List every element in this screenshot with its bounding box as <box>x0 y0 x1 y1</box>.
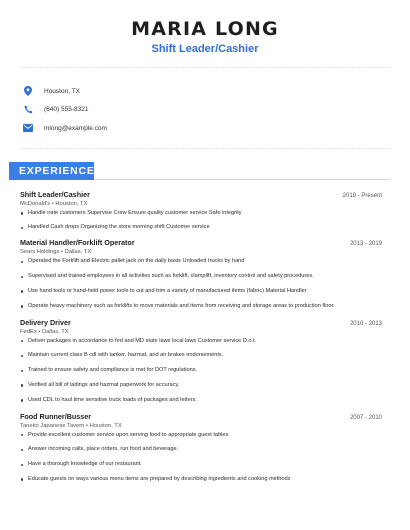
job-bullet: Operate heavy machinery such as forklifts to move materials and items from receiving and storage areas to production floor. <box>20 303 382 310</box>
job-entry <box>20 412 382 483</box>
job-bullet: Educate guests on ways various menu items are prepared by describing ingredients and cooking methods <box>20 476 382 483</box>
email-icon <box>22 122 34 134</box>
job-dates: 2013 - 2019 <box>349 241 382 248</box>
contact-phone <box>22 101 107 119</box>
job-company: Taneko Japanese Tavern • Houston, TX <box>20 422 122 429</box>
job-bullet: Operated the Forklift and Electric pallet jack on the daily basis Unloaded trucks by hand <box>20 258 382 265</box>
job-bullet: Handle irate customers Supervise Crew Ensure quality customer service Safe integrity <box>20 210 382 217</box>
job-bullet: Provide excellent customer service upon serving food to appropriate guest tables. <box>20 432 382 439</box>
job-title: Food Runner/Busser <box>20 411 92 421</box>
job-dates: 2007 - 2010 <box>349 414 382 421</box>
job-entry <box>20 238 382 309</box>
contact-email-text: mlong@example.com <box>44 124 107 132</box>
section-heading-experience: EXPERIENCE <box>9 162 94 180</box>
job-dates: 2019 - Present <box>342 193 382 199</box>
job-title: Material Handler/Forklift Operator <box>20 238 135 248</box>
job-entry <box>20 318 382 404</box>
job-company: Sears Holdings • Dallas, TX <box>20 249 92 256</box>
job-bullet: Used CDL to haul time sensitive truck loads of packages and letters. <box>20 397 382 404</box>
job-bullet: Maintain current class B cdl with tanker, hazmat, and air brakes endorsements. <box>20 352 382 359</box>
job-company: McDonald's • Houston, TX <box>20 201 88 207</box>
contact-location-text: Houston, TX <box>44 87 81 95</box>
location-pin-icon <box>22 85 34 97</box>
phone-icon <box>22 104 34 116</box>
contact-email <box>22 119 107 137</box>
contact-location <box>22 82 107 100</box>
experience-list <box>20 190 382 491</box>
job-bullet: Deliver packages in accordance to fed and MD state laws local laws Customer service D.o.t. <box>20 338 382 345</box>
contact-list <box>22 82 107 138</box>
job-bullet: Use hand tools or hand-held power tools to cut and trim a variety of manufactured items (fabric) Material Handler <box>20 288 382 295</box>
job-entry <box>20 190 382 231</box>
candidate-role: Shift Leader/Cashier <box>151 43 259 55</box>
job-bullet: Answer incoming calls, place orders, run food and beverage. <box>20 446 382 453</box>
job-company: FedEx • Dallas, TX <box>20 328 69 335</box>
contact-divider <box>20 148 390 149</box>
job-dates: 2010 - 2013 <box>349 320 382 327</box>
job-bullet: Have a thorough knowledge of our restaurant. <box>20 461 382 468</box>
job-bullet: Verified all bill of ladings and hazmat paperwork for accuracy. <box>20 382 382 389</box>
job-bullet: Supervised and trained employees in all activities such as forklift, clampllft, inventory control and safety procedures. <box>20 273 382 280</box>
job-title: Shift Leader/Cashier <box>20 190 90 199</box>
header-divider <box>20 67 390 68</box>
resume-header <box>0 0 410 55</box>
candidate-name: MARIA LONG <box>131 18 279 40</box>
section-rule <box>94 179 390 180</box>
job-bullet: Handled Cash drops Organizing the store morning shift Customer service <box>20 224 382 231</box>
job-title: Delivery Driver <box>20 317 71 327</box>
job-bullet: Trained to ensure safety and compliance is met for DOT regulations. <box>20 367 382 374</box>
contact-phone-text: (640) 555-8321 <box>44 106 89 113</box>
